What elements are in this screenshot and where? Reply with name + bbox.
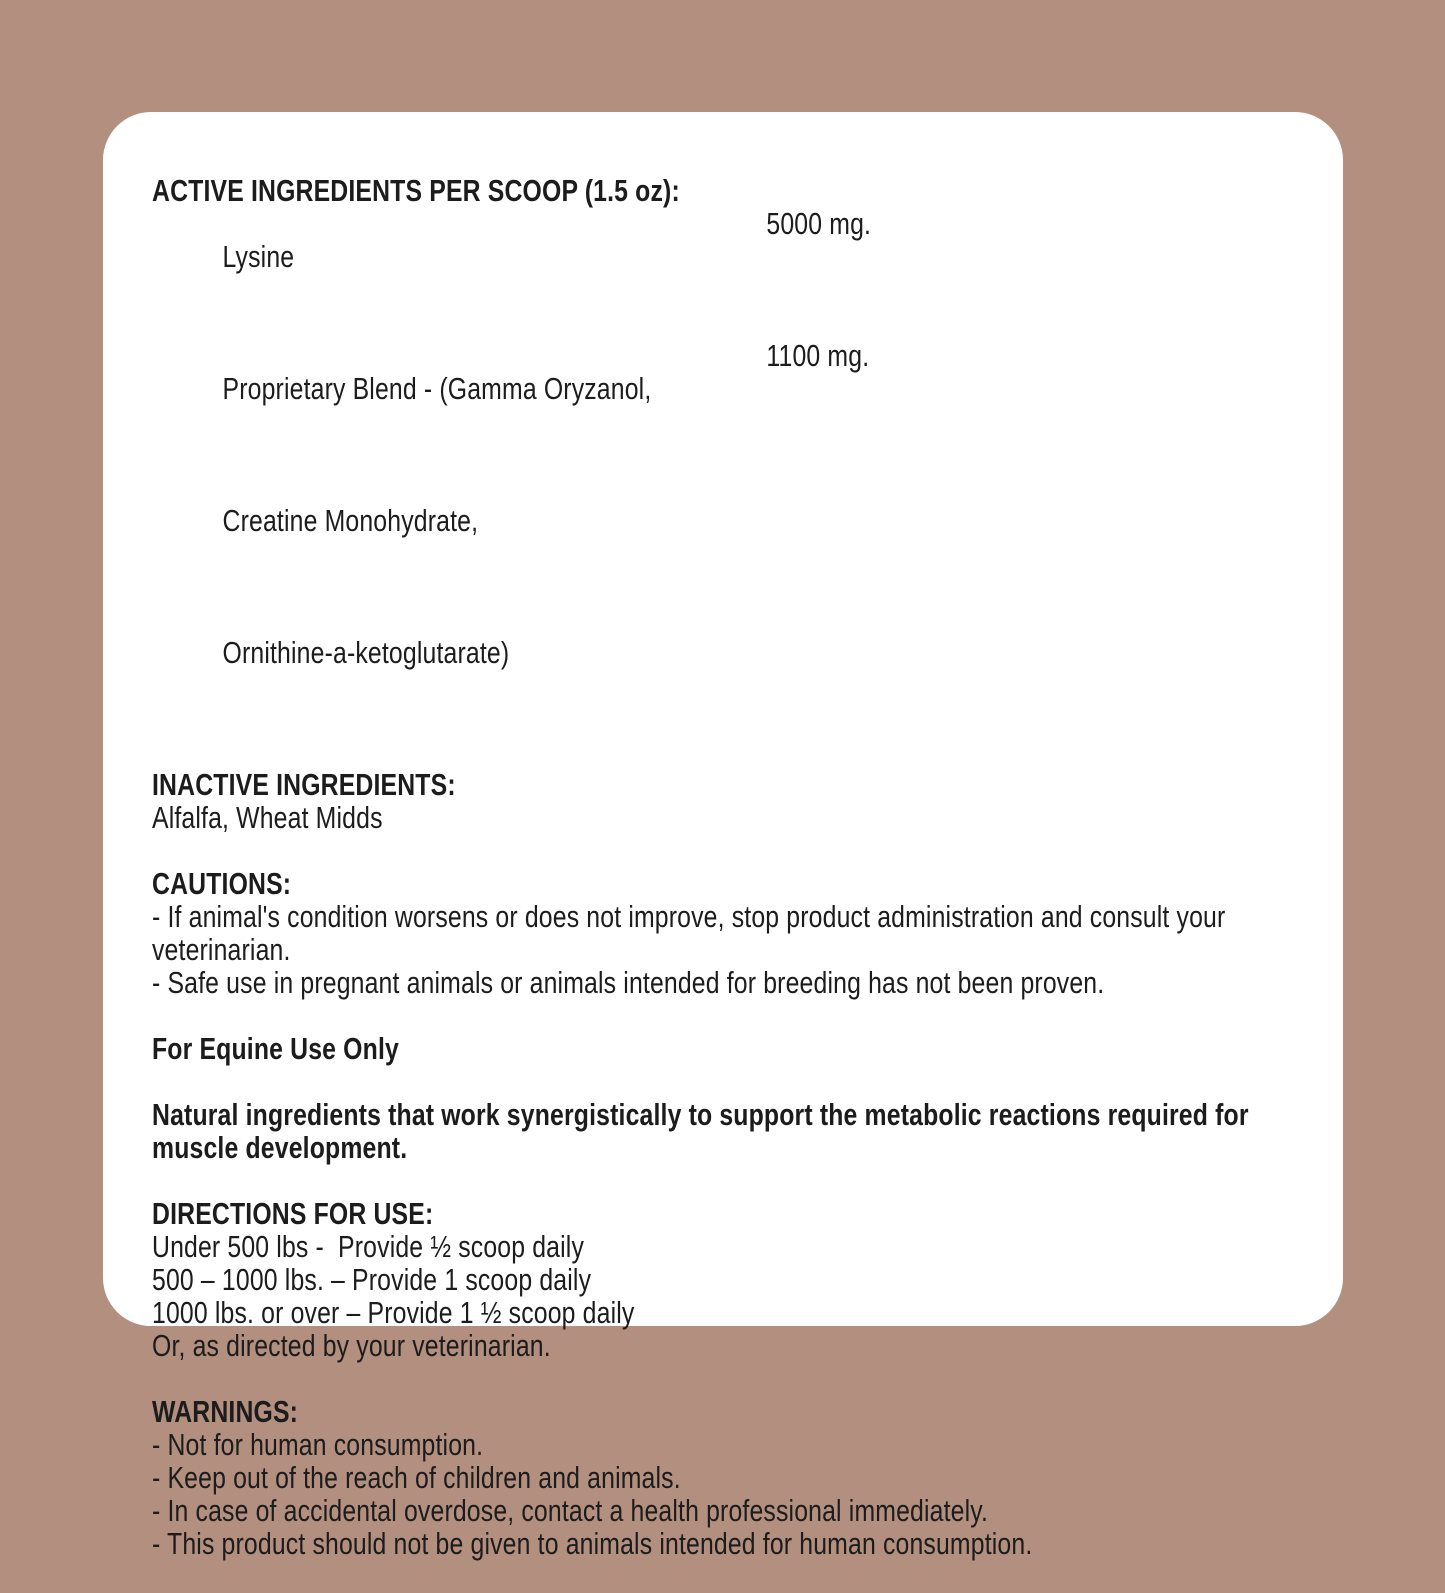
warning-item: - This product should not be given to animals intended for human consumption.	[152, 1526, 1033, 1561]
equine-use-section	[152, 1032, 1312, 1065]
warnings-heading: WARNINGS:	[152, 1394, 299, 1429]
equine-use-statement: For Equine Use Only	[152, 1031, 399, 1066]
cautions-section	[152, 867, 1312, 999]
ingredient-row	[152, 603, 1312, 735]
inactive-ingredients-text: Alfalfa, Wheat Midds	[152, 800, 383, 835]
product-description: Natural ingredients that work synergistically to support the metabolic reactions required for muscle development.	[152, 1097, 1256, 1165]
warning-item: - In case of accidental overdose, contact a health professional immediately.	[152, 1493, 989, 1528]
label-card	[103, 112, 1343, 1561]
inactive-ingredients-section	[152, 768, 1312, 834]
inactive-ingredients-heading: INACTIVE INGREDIENTS:	[152, 767, 456, 802]
warnings-section	[152, 1395, 1312, 1560]
description-section	[152, 1098, 1312, 1164]
directions-heading: DIRECTIONS FOR USE:	[152, 1196, 434, 1231]
direction-item: Under 500 lbs - Provide ½ scoop daily	[152, 1229, 585, 1264]
ingredient-name: Creatine Monohydrate,	[222, 503, 479, 538]
direction-item: Or, as directed by your veterinarian.	[152, 1328, 551, 1363]
caution-item: - If animal's condition worsens or does not improve, stop product administration and consult your veterinarian.	[152, 899, 1233, 967]
label-content	[152, 174, 1312, 1593]
direction-item: 1000 lbs. or over – Provide 1 ½ scoop daily	[152, 1295, 635, 1330]
warning-item: - Keep out of the reach of children and animals.	[152, 1460, 681, 1495]
ingredient-amount: 1100 mg.	[766, 338, 870, 373]
ingredient-name: Ornithine-a-ketoglutarate)	[222, 635, 510, 670]
active-ingredients-heading: ACTIVE INGREDIENTS PER SCOOP (1.5 oz):	[152, 173, 680, 208]
ingredient-name: Lysine	[222, 239, 295, 274]
caution-item: - Safe use in pregnant animals or animals intended for breeding has not been proven.	[152, 965, 1105, 1000]
ingredient-row	[152, 207, 1312, 339]
directions-section	[152, 1197, 1312, 1362]
cautions-heading: CAUTIONS:	[152, 866, 292, 901]
ingredient-row	[152, 471, 1312, 603]
active-ingredients-section	[152, 174, 1312, 735]
ingredient-amount: 5000 mg.	[766, 206, 872, 241]
warning-item: - Not for human consumption.	[152, 1427, 484, 1462]
ingredient-row	[152, 339, 1312, 471]
ingredient-name: Proprietary Blend - (Gamma Oryzanol,	[222, 371, 652, 406]
direction-item: 500 – 1000 lbs. – Provide 1 scoop daily	[152, 1262, 592, 1297]
